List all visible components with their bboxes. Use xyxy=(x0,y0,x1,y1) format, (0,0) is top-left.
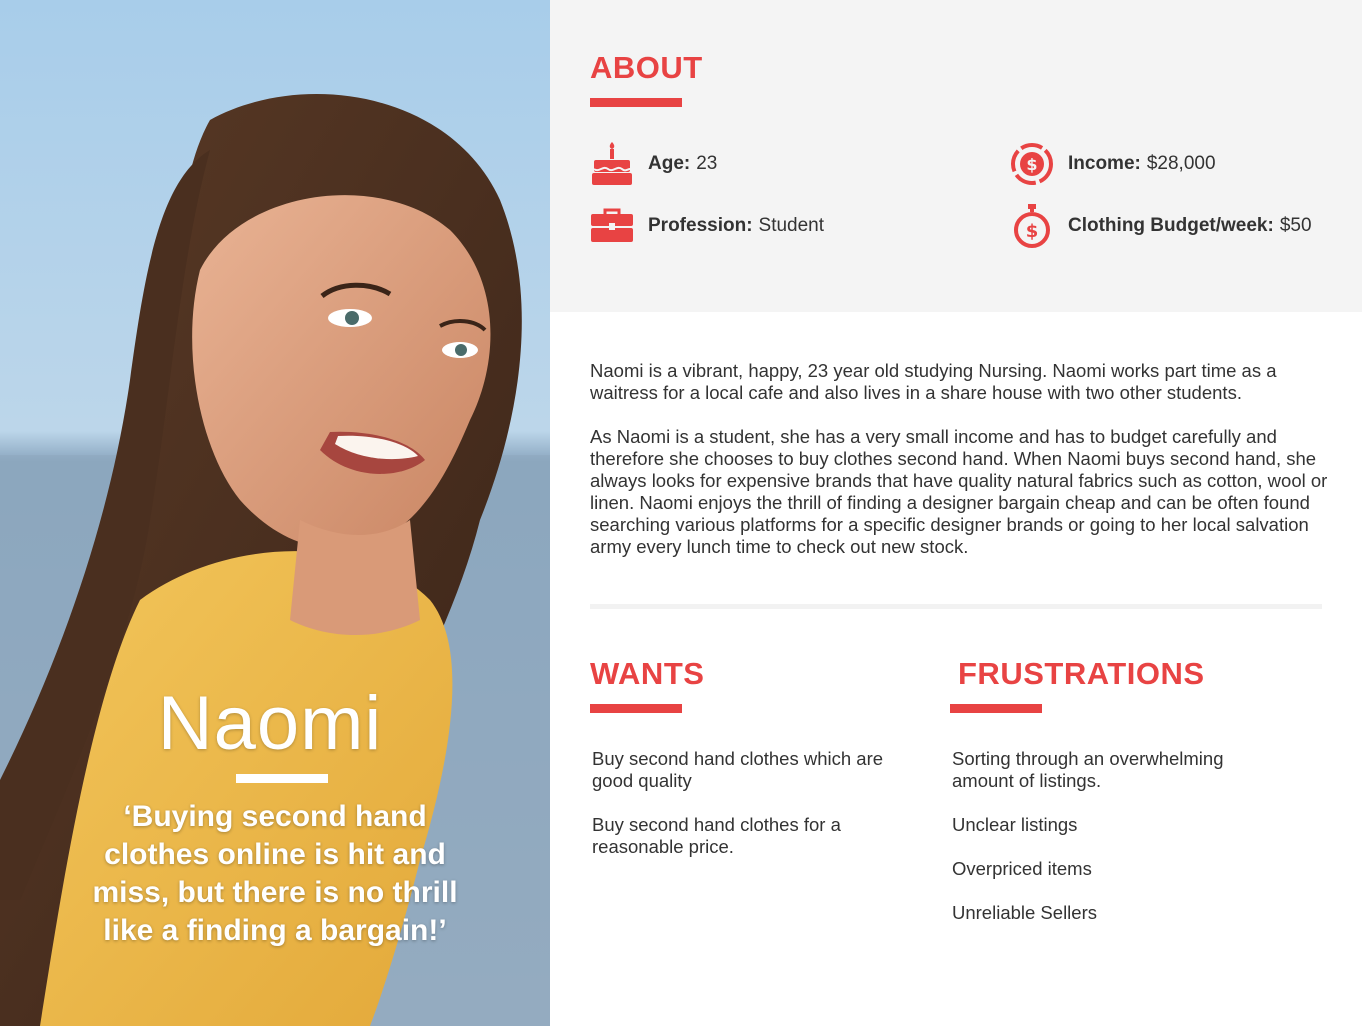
persona-photo xyxy=(0,0,550,1026)
budget-label: Clothing Budget/week: xyxy=(1068,215,1274,236)
frustrations-item: Sorting through an overwhelming amount of listings. xyxy=(952,748,1224,791)
budget-value: $50 xyxy=(1279,215,1312,236)
budget-row xyxy=(1010,204,1312,248)
wants-item: Buy second hand clothes for a reasonable price. xyxy=(592,814,841,857)
persona-quote: ‘Buying second hand clothes online is hit and miss, but there is no thrill like a finding a bargain!’ xyxy=(92,800,458,947)
svg-text:$: $ xyxy=(1026,155,1038,174)
income-row xyxy=(1010,142,1216,186)
frustrations-item: Unclear listings xyxy=(952,814,1078,835)
frustrations-title-bar xyxy=(950,704,1042,713)
frustrations-item: Overpriced items xyxy=(952,858,1092,879)
profession-row xyxy=(590,204,824,248)
about-title-bar xyxy=(590,98,682,107)
income-label: Income: xyxy=(1068,153,1141,174)
section-divider xyxy=(590,604,1322,609)
income-value: $28,000 xyxy=(1146,153,1216,174)
briefcase-icon xyxy=(590,204,634,248)
dollar-coin-icon xyxy=(1010,142,1054,186)
age-row xyxy=(590,142,717,186)
wants-item: Buy second hand clothes which are good quality xyxy=(592,748,884,791)
about-title: ABOUT xyxy=(590,50,703,85)
profession-label: Profession: xyxy=(648,215,753,236)
persona-name: Naomi xyxy=(157,681,383,766)
age-value: 23 xyxy=(696,153,718,174)
age-label: Age: xyxy=(648,153,691,174)
wants-title: WANTS xyxy=(590,656,705,691)
frustrations-title: FRUSTRATIONS xyxy=(958,656,1205,691)
name-underline xyxy=(236,774,328,783)
wants-title-bar xyxy=(590,704,682,713)
frustrations-item: Unreliable Sellers xyxy=(952,902,1097,923)
dollar-stopwatch-icon xyxy=(1010,204,1054,248)
wants-list xyxy=(592,748,892,880)
bio-paragraph-2: As Naomi is a student, she has a very small income and has to budget carefully and therefore she chooses to buy clothes second hand. When Naomi buys second hand, she always looks for expensive brands that have quality natural fabrics such as cotton, wool or linen. Naomi enjoys the thrill of finding a designer bargain cheap and can be often found searching various platforms for a specific designer brands or going to her local salvation army every lunch time to check out new stock. xyxy=(590,426,1328,557)
birthday-cake-icon xyxy=(590,142,634,186)
profession-value: Student xyxy=(758,215,825,236)
svg-text:$: $ xyxy=(1025,221,1039,242)
bio-paragraph-1: Naomi is a vibrant, happy, 23 year old studying Nursing. Naomi works part time as a waitress for a local cafe and also lives in a share house with two other students. xyxy=(590,360,1277,403)
frustrations-list xyxy=(952,748,1272,946)
